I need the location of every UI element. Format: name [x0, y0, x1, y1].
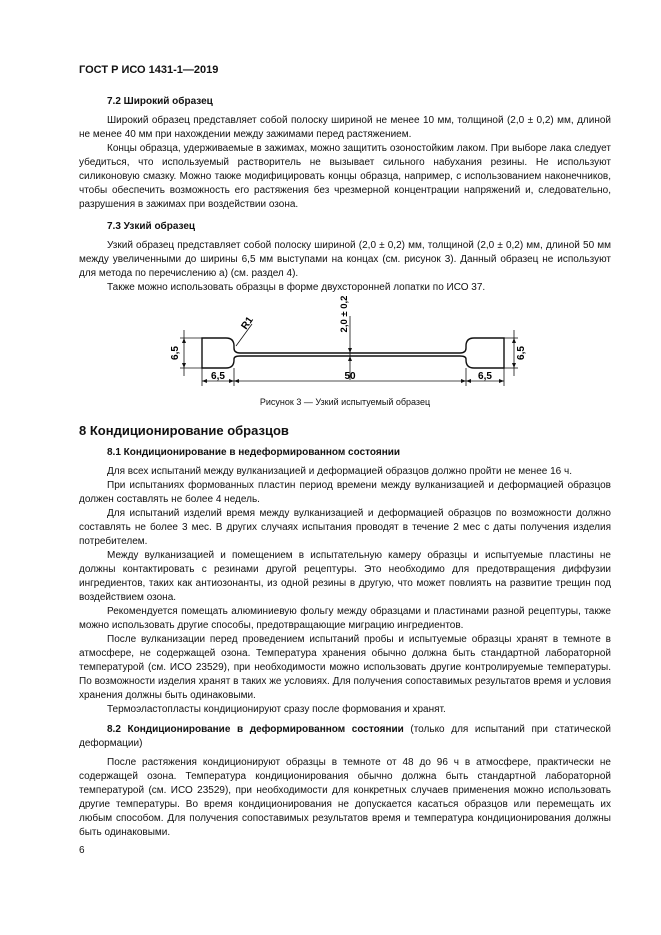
- section-7-3-title: 7.3 Узкий образец: [107, 221, 196, 232]
- section-8-2-title: 8.2 Кондиционирование в деформированном состоянии: [107, 724, 404, 735]
- page-number: 6: [79, 845, 85, 856]
- section-7-2-paragraph: Концы образца, удерживаемые в зажимах, можно защитить озоностойким лаком. При выборе лака следует убедиться, что используемый растворитель не вызывает сильного набухания резины. Не используют силиконовую смазку. Можно также модифицировать концы образца, например, с использованием наконечников, чтобы обеспечить возможность его растяжения без чрезмерной концентрации напряжений и, следовательно, разрушения в зажимах при воздействии озона.: [79, 143, 611, 210]
- section-8-2-title-tail: (только для испытаний при статической деформации): [79, 724, 611, 749]
- specimen-outline: [202, 338, 504, 368]
- sections-7-block: [79, 95, 611, 295]
- section-8-1-paragraph: Для всех испытаний между вулканизацией и деформацией образцов должно пройти не менее 16 ч.: [107, 466, 572, 477]
- figure-caption: Рисунок 3 — Узкий испытуемый образец: [259, 397, 431, 407]
- section-8-1-paragraph: При испытаниях формованных пластин период времени между вулканизацией и деформацией образцов должен составлять не более 4 недель.: [79, 480, 611, 505]
- dim-end-height-left: 6,5: [170, 346, 181, 360]
- section-8-2-heading: [79, 723, 611, 751]
- section-7-2-title: 7.2 Широкий образец: [107, 96, 213, 107]
- document-header: ГОСТ Р ИСО 1431-1—2019: [79, 64, 219, 76]
- dim-end-length-right: 6,5: [478, 371, 492, 382]
- dim-radius: R1: [239, 314, 256, 332]
- section-8-2-paragraph: После растяжения кондиционируют образцы в темноте от 48 до 96 ч в атмосфере, практически не содержащей озона. Температура кондиционирования обычно должна быть стандартной лабораторной температурой (см. ИСО 23529), при необходимости для конкретных случаев применения можно использовать другие температуры. Во время кондиционирования не допускается касаться образцов или перемещать их любым способом. Для получения сопоставимых результатов время и температура кондиционирования должны быть одинаковыми.: [79, 757, 611, 838]
- section-7-3-paragraph: Узкий образец представляет собой полоску шириной (2,0 ± 0,2) мм, толщиной (2,0 ± 0,2) мм, длиной 50 мм между увеличенными до ширины 6,5 мм выступами на концах (см. рисунок 3). Данный образец не используют для метода по перечислению а) (см. раздел 4).: [79, 240, 611, 279]
- dim-end-length-left: 6,5: [211, 371, 225, 382]
- section-8-1-paragraph: Термоэластопласты кондиционируют сразу после формования и хранят.: [107, 704, 446, 715]
- section-8-1-paragraph: Между вулканизацией и помещением в испытательную камеру образцы и испытуемые пластины не должны контактировать с резинами другой рецептуры. Это необходимо для предотвращения диффузии ингредиентов, таких как антиозонанты, из одной резины в другую, что может повлиять на развитие трещин под воздействием озона.: [79, 550, 611, 603]
- dim-width: 2,0 ± 0,2: [339, 295, 350, 333]
- section-8-1-paragraph: Рекомендуется помещать алюминиевую фольгу между образцами и пластинами разной рецептуры, также можно использовать другие способы, предотвращающие миграцию ингредиентов.: [79, 606, 611, 631]
- section-8-1-title: 8.1 Кондиционирование в недеформированном состоянии: [107, 447, 401, 458]
- specimen-drawing: [160, 290, 530, 390]
- section-8-block: [79, 424, 611, 840]
- section-8-title: 8 Кондиционирование образцов: [79, 423, 289, 438]
- section-7-2-paragraph: Широкий образец представляет собой полоску шириной не менее 10 мм, толщиной (2,0 ± 0,2) мм, длиной не менее 40 мм при нахождении между зажимами перед растяжением.: [79, 115, 611, 140]
- dim-length: 50: [344, 371, 356, 382]
- dim-end-height-right: 6,5: [516, 346, 527, 360]
- section-8-1-paragraph: Для испытаний изделий время между вулканизацией и деформацией образцов по возможности должно составлять не более 3 мес. В других случаях испытания проводят в течение 2 мес с даты получения изделия потребителем.: [79, 508, 611, 547]
- section-7-3-paragraph: Также можно использовать образцы в форме двухсторонней лопатки по ИСО 37.: [107, 282, 486, 293]
- section-8-1-paragraph: После вулканизации перед проведением испытаний пробы и испытуемые образцы хранят в темноте в атмосфере, не содержащей озона. Температура хранения обычно должна быть стандартной лабораторной температурой (см. ИСО 23529), при необходимости можно использовать другие контролируемые температуры. По возможности изделия хранят в таких же условиях. Для получения сопоставимых результатов время и условия хранения должны быть одинаковыми.: [79, 634, 611, 701]
